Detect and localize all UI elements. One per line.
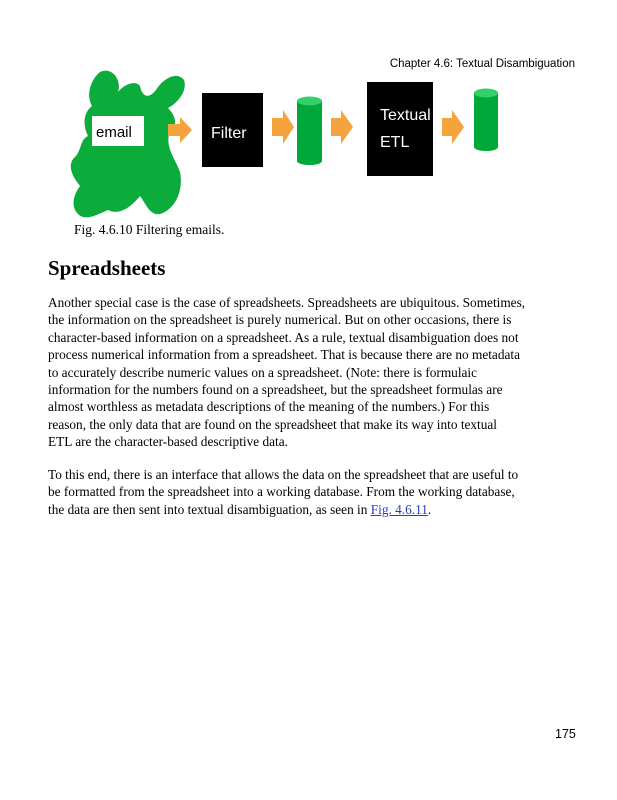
database-2-top (474, 89, 498, 98)
textual-etl-label-line2: ETL (380, 134, 410, 151)
paragraph-2-line (48, 501, 578, 518)
arrow-2 (272, 110, 294, 144)
figure-filtering-emails (0, 0, 617, 240)
paragraph-1-line: character-based information on a spreadsheet. As a rule, textual disambiguation does not (48, 329, 519, 345)
section-title: Spreadsheets (48, 256, 166, 280)
paragraph-2-line: To this end, there is an interface that allows the data on the spreadsheet that are useful to (48, 467, 519, 482)
chapter-header: Chapter 4.6: Textual Disambiguation (389, 58, 575, 70)
paragraph-1-line: reason, the only data that are found on the spreadsheet that make its way into textual (48, 416, 497, 432)
paragraph-1-line: to accurately describe numeric values on a spreadsheet. (Note: there is formulaic (48, 364, 478, 380)
database-2-body (474, 93, 498, 147)
arrow-4 (442, 110, 464, 144)
paragraph-1-line: the information on the spreadsheet is purely numerical. But on other occasions, there is (48, 312, 512, 328)
paragraph-1-line: process numerical information from a spreadsheet. That is because there are no metadata (48, 347, 520, 363)
email-label: email (96, 124, 132, 141)
paragraph-1-line: ETL are the character-based descriptive data. (48, 434, 288, 450)
database-1-bottom (297, 157, 322, 165)
paragraph-1-line: information for the numbers found on a spreadsheet, but the spreadsheet formulas are (48, 382, 503, 398)
textual-etl-box (367, 82, 433, 176)
paragraph-1 (48, 294, 578, 451)
paragraph-2-end: . (427, 501, 432, 517)
paragraph-1-line: Another special case is the case of spreadsheets. Spreadsheets are ubiquitous. Sometimes, (48, 295, 526, 310)
paragraph-1-line: almost worthless as metadata descriptions of the meaning of the numbers.) For this (48, 399, 490, 415)
paragraph-2-line: be formatted from the spreadsheet into a working database. From the working database, (48, 484, 515, 500)
filter-label: Filter (211, 125, 247, 142)
textual-etl-label-line1: Textual (380, 107, 431, 124)
arrow-3 (331, 110, 353, 144)
figure-caption: Fig. 4.6.10 Filtering emails. (74, 222, 225, 237)
figure-4-6-11-link[interactable]: Fig. 4.6.11 (370, 501, 428, 517)
database-2-bottom (474, 143, 498, 151)
paragraph-2 (48, 466, 578, 518)
database-1-top (297, 97, 322, 106)
paragraph-2-text: the data are then sent into textual disambiguation, as seen in (48, 501, 371, 517)
database-1-body (297, 101, 322, 161)
page-number: 175 (555, 727, 576, 741)
